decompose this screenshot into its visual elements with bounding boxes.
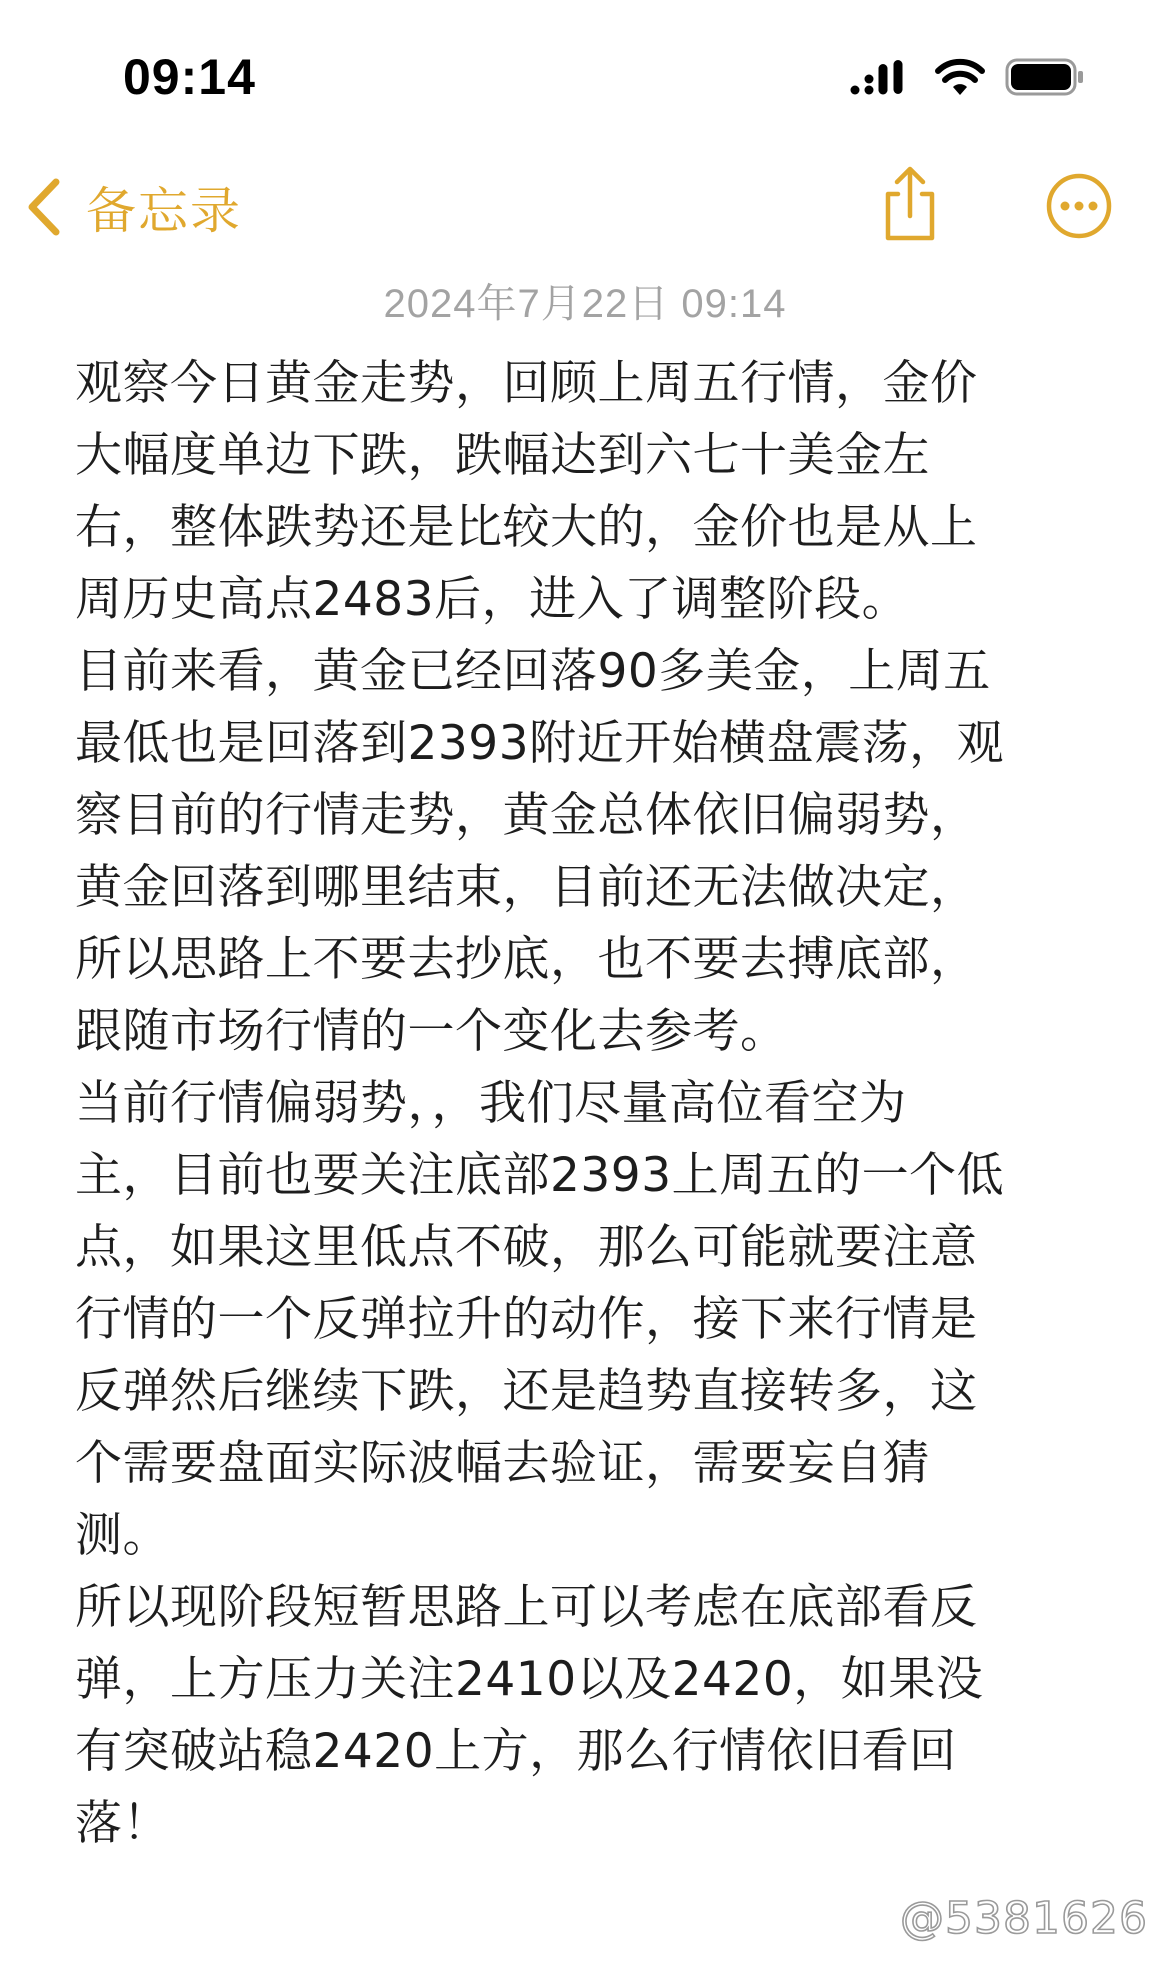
note-date: 2024年7月22日 09:14	[383, 282, 787, 326]
status-time: 09:14	[123, 49, 256, 105]
note-line: 所以现阶段短暂思路上可以考虑在底部看反	[75, 1580, 978, 1635]
note-line: 反弹然后继续下跌，还是趋势直接转多，这	[75, 1364, 978, 1419]
note-line: 最低也是回落到2393附近开始横盘震荡，观	[75, 716, 1005, 771]
share-icon[interactable]	[880, 164, 940, 244]
note-line: 行情的一个反弹拉升的动作，接下来行情是	[75, 1292, 978, 1347]
note-line: 个需要盘面实际波幅去验证，需要妄自猜	[75, 1436, 930, 1491]
note-line: 右，整体跌势还是比较大的，金价也是从上	[75, 500, 978, 555]
note-line: 观察今日黄金走势，回顾上周五行情，金价	[75, 356, 978, 411]
note-line: 察目前的行情走势，黄金总体依旧偏弱势，	[75, 788, 978, 843]
note-line: 跟随市场行情的一个变化去参考。	[75, 1004, 788, 1059]
back-label: 备忘录	[86, 182, 242, 240]
note-line: 主，目前也要关注底部2393上周五的一个低	[75, 1148, 1005, 1203]
note-line: 落！	[75, 1796, 170, 1851]
note-line: 周历史高点2483后，进入了调整阶段。	[75, 572, 910, 627]
chevron-left-icon	[24, 176, 64, 238]
status-bar	[0, 0, 1170, 150]
note-line: 点，如果这里低点不破，那么可能就要注意	[75, 1220, 978, 1275]
note-line: 当前行情偏弱势，，我们尽量高位看空为	[75, 1076, 907, 1131]
note-line: 有突破站稳2420上方，那么行情依旧看回	[75, 1724, 957, 1779]
wifi-icon	[935, 58, 985, 98]
note-line: 所以思路上不要去抄底，也不要去搏底部，	[75, 932, 978, 987]
note-line: 测。	[75, 1508, 170, 1563]
note-line: 目前来看，黄金已经回落90多美金，上周五	[75, 644, 991, 699]
more-icon[interactable]	[1045, 172, 1113, 240]
nav-bar	[0, 150, 1170, 280]
watermark: @5381626	[900, 1893, 1148, 1944]
back-button[interactable]	[24, 172, 242, 242]
note-line: 弹，上方压力关注2410以及2420，如果没	[75, 1652, 984, 1707]
note-line: 黄金回落到哪里结束，目前还无法做决定，	[75, 860, 978, 915]
note-line: 大幅度单边下跌，跌幅达到六七十美金左	[75, 428, 930, 483]
note-body[interactable]	[75, 348, 1115, 1860]
cellular-signal-icon	[850, 60, 912, 96]
battery-icon	[1005, 57, 1085, 97]
